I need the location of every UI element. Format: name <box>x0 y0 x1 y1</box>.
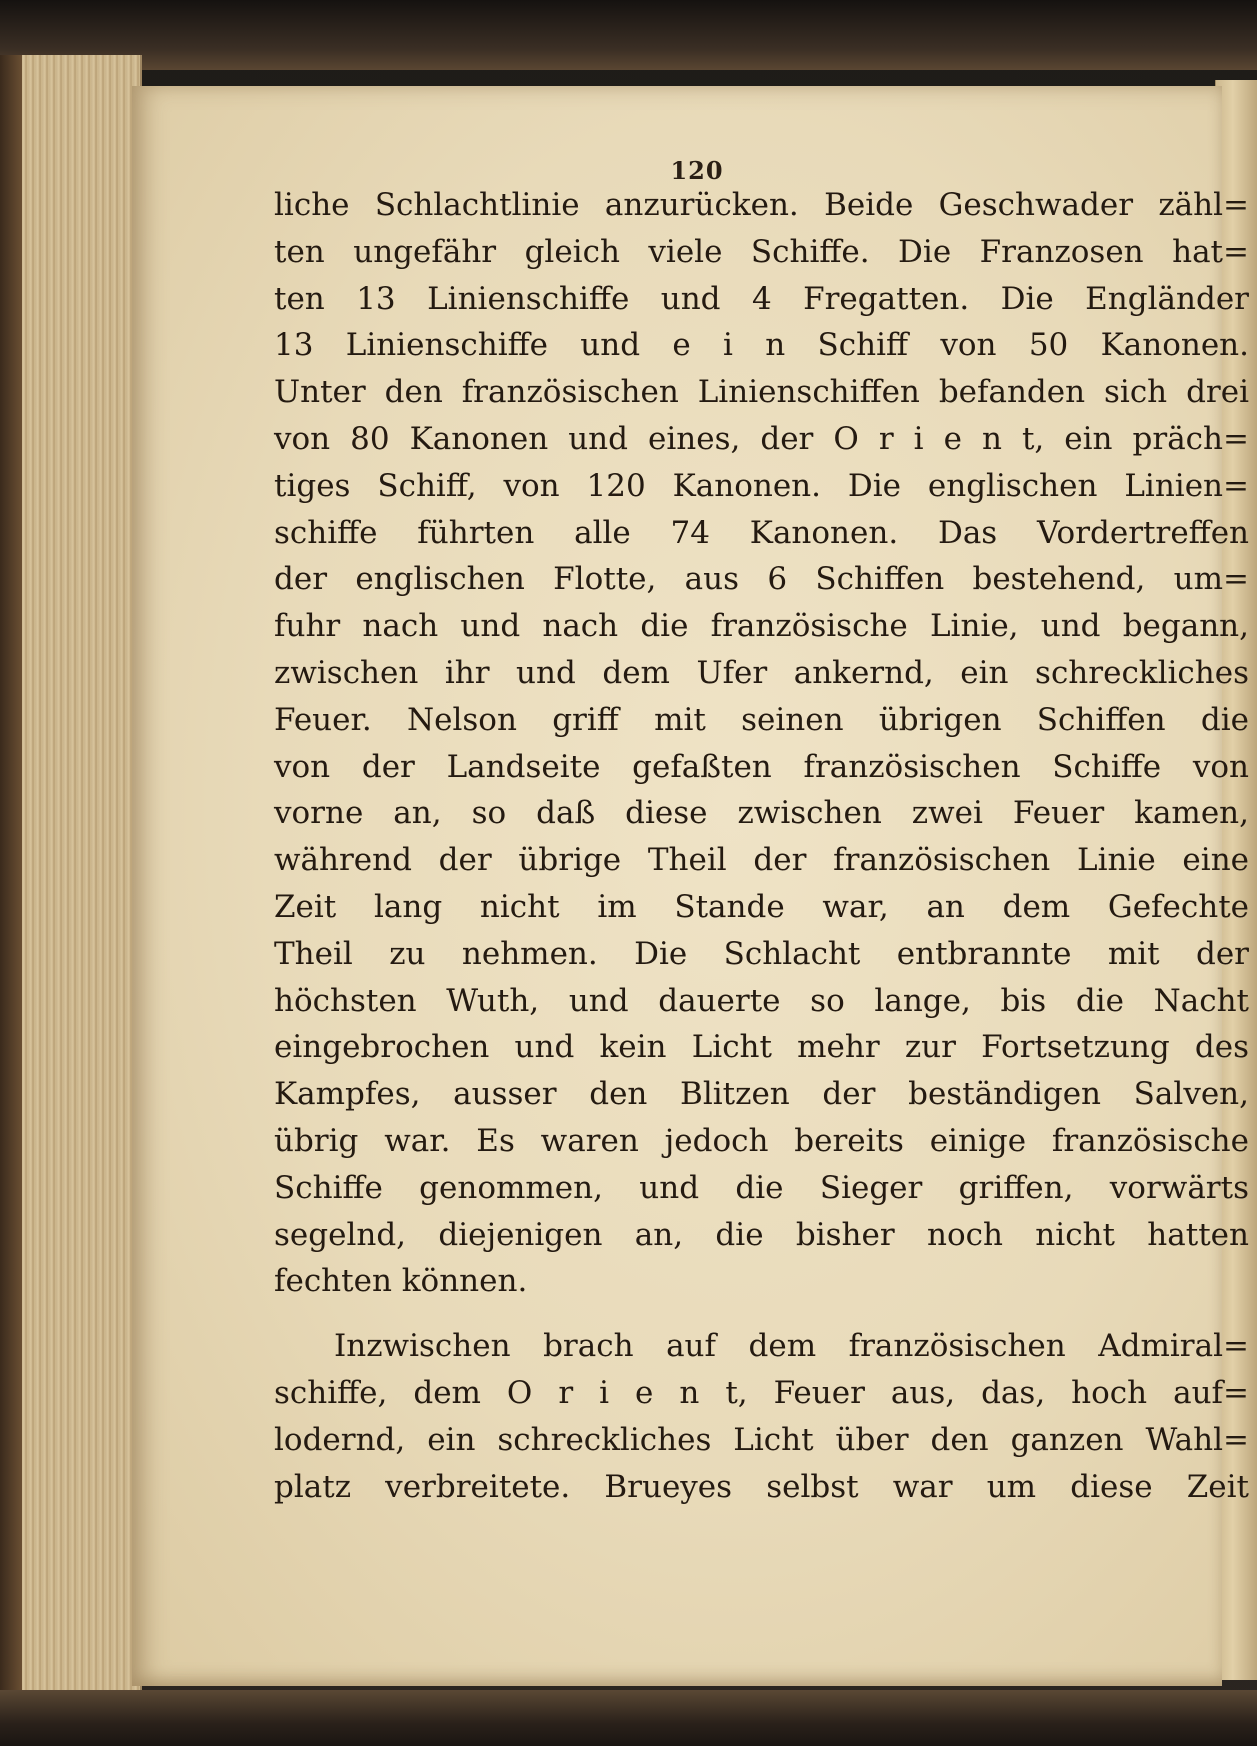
text-line: liche Schlachtlinie anzurücken. Beide Geschwader zähl= <box>274 187 1249 223</box>
text-line: während der übrige Theil der französischen Linie eine <box>274 842 1249 879</box>
page-number: 120 <box>670 156 724 185</box>
text-line: von der Landseite gefaßten französischen Schiffe von <box>274 748 1249 785</box>
text-line: lodernd, ein schreckliches Licht über den ganzen Wahl= <box>274 1421 1249 1458</box>
text-line: zwischen ihr und dem Ufer ankernd, ein schreckliches <box>274 654 1249 691</box>
text-line: schiffe, dem O r i e n t, Feuer aus, das, hoch auf= <box>274 1374 1249 1411</box>
body-text <box>274 182 1249 1510</box>
text-line: Feuer. Nelson griff mit seinen übrigen Schiffen die <box>274 701 1249 738</box>
text-line: der englischen Flotte, aus 6 Schiffen bestehend, um= <box>274 561 1249 598</box>
book-cover-top <box>0 0 1257 70</box>
text-line: von 80 Kanonen und eines, der O r i e n t, ein präch= <box>274 420 1249 457</box>
text-line: übrig war. Es waren jedoch bereits einige französische <box>274 1122 1249 1159</box>
text-line: vorne an, so daß diese zwischen zwei Feuer kamen, <box>274 795 1249 832</box>
text-line: ten ungefähr gleich viele Schiffe. Die Franzosen hat= <box>274 233 1249 270</box>
text-line: Unter den französischen Linienschiffen befanden sich drei <box>274 374 1249 411</box>
text-line: segelnd, diejenigen an, die bisher noch nicht hatten <box>274 1216 1249 1253</box>
text-line: eingebrochen und kein Licht mehr zur Fortsetzung des <box>274 1029 1249 1066</box>
text-line: platz verbreitete. Brueyes selbst war um diese Zeit <box>274 1468 1249 1505</box>
text-line: Theil zu nehmen. Die Schlacht entbrannte mit der <box>274 935 1249 972</box>
book-cover-bottom <box>0 1690 1257 1746</box>
text-line: Schiffe genommen, und die Sieger griffen, vorwärts <box>274 1169 1249 1206</box>
text-line: ten 13 Linienschiffe und 4 Fregatten. Die Engländer <box>274 280 1249 317</box>
text-line: höchsten Wuth, und dauerte so lange, bis die Nacht <box>274 982 1249 1019</box>
text-line: Zeit lang nicht im Stande war, an dem Gefechte <box>274 888 1249 925</box>
text-line: 13 Linienschiffe und e i n Schiff von 50 Kanonen. <box>274 327 1249 364</box>
book-binding-left <box>0 55 22 1715</box>
text-line: Kampfes, ausser den Blitzen der beständigen Salven, <box>274 1076 1249 1113</box>
text-line: fuhr nach und nach die französische Linie, und begann, <box>274 608 1249 645</box>
text-line: Inzwischen brach auf dem französischen Admiral= <box>334 1328 1249 1365</box>
text-line: tiges Schiff, von 120 Kanonen. Die englischen Linien= <box>274 467 1249 504</box>
text-line: fechten können. <box>274 1263 528 1300</box>
text-line: schiffe führten alle 74 Kanonen. Das Vordertreffen <box>274 514 1249 551</box>
book-page <box>132 86 1249 1686</box>
